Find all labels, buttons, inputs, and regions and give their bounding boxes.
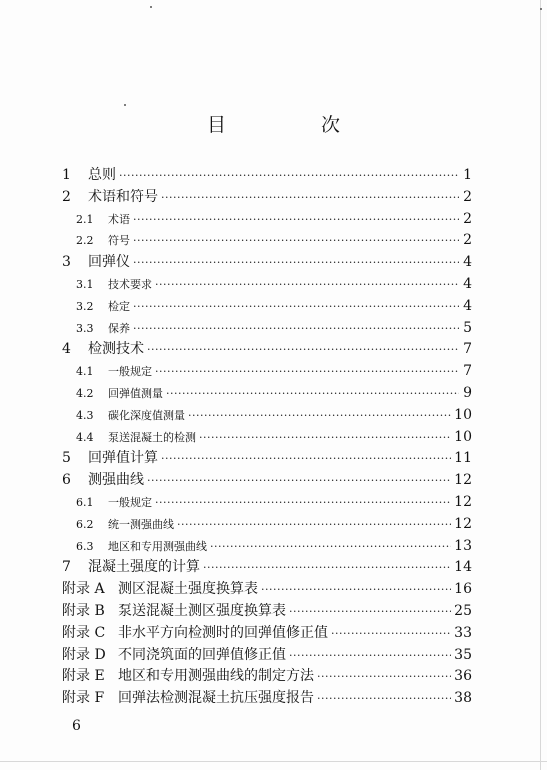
toc-entry-label: 地区和专用测强曲线: [108, 539, 207, 553]
toc-entry[interactable]: [62, 514, 472, 536]
toc-entry-page: 12: [454, 472, 472, 489]
toc-entry-label: 术语和符号: [88, 188, 158, 205]
toc-entry-page: 12: [454, 493, 472, 510]
toc-entry-page: 4: [463, 297, 472, 314]
toc-entry-label: 术语: [108, 212, 130, 226]
toc-leader-dots: [317, 666, 451, 688]
toc-entry[interactable]: [62, 361, 472, 383]
toc-entry-page: 2: [463, 210, 472, 227]
toc-entry-number: 6.1: [76, 495, 94, 509]
toc-entry-page: 12: [454, 515, 472, 532]
toc-entry-label: 检测技术: [88, 341, 144, 358]
toc-entry[interactable]: [62, 339, 472, 361]
toc-leader-dots: [147, 339, 459, 361]
toc-entry-page: 2: [463, 188, 472, 205]
toc-entry-page: 9: [463, 384, 472, 401]
toc-entry-number: 3.2: [76, 299, 94, 313]
toc-entry-number: 附录 F: [62, 690, 105, 707]
toc-entry-number: 附录 C: [62, 624, 106, 641]
toc-entry[interactable]: [62, 666, 472, 688]
scan-speck: [150, 6, 152, 8]
toc-entry[interactable]: [62, 165, 472, 187]
toc-entry-number: 7: [62, 559, 71, 576]
toc-entry-page: 7: [463, 363, 472, 380]
toc-entry-page: 4: [463, 254, 472, 271]
toc-entry-number: 附录 E: [62, 668, 105, 685]
toc-entry-label: 保养: [108, 321, 130, 335]
toc-entry-number: 2.1: [76, 212, 94, 226]
toc-leader-dots: [133, 252, 459, 274]
toc-entry-label: 测强曲线: [88, 472, 144, 489]
toc-entry[interactable]: [62, 688, 472, 710]
toc-entry-label: 泵送混凝土的检测: [108, 430, 196, 444]
toc-entry-label: 技术要求: [108, 277, 152, 291]
toc-entry-label: 地区和专用测强曲线的制定方法: [118, 668, 314, 685]
toc-leader-dots: [155, 274, 459, 296]
toc-entry-number: 附录 A: [62, 581, 105, 598]
toc-entry-number: 1: [62, 167, 71, 183]
toc-entry-label: 不同浇筑面的回弹值修正值: [118, 646, 286, 663]
toc-entry[interactable]: [62, 405, 472, 427]
toc-leader-dots: [203, 557, 451, 579]
toc-entry[interactable]: [62, 252, 472, 274]
toc-leader-dots: [261, 579, 451, 601]
toc-entry[interactable]: [62, 230, 472, 252]
toc-entry[interactable]: [62, 557, 472, 579]
table-of-contents: [62, 165, 472, 710]
toc-entry-page: 10: [454, 406, 472, 423]
toc-leader-dots: [133, 318, 459, 340]
toc-entry-label: 总则: [88, 167, 116, 183]
toc-leader-dots: [161, 187, 459, 209]
toc-entry-number: 2: [62, 188, 71, 205]
toc-leader-dots: [188, 405, 451, 427]
toc-entry[interactable]: [62, 296, 472, 318]
toc-leader-dots: [317, 688, 451, 710]
toc-entry-label: 回弹值计算: [88, 450, 158, 467]
toc-entry-page: 14: [454, 559, 472, 576]
toc-entry-label: 测区混凝土强度换算表: [118, 581, 258, 598]
toc-entry-page: 25: [454, 602, 472, 619]
toc-entry-label: 符号: [108, 234, 130, 248]
toc-entry[interactable]: [62, 623, 472, 645]
toc-entry-label: 回弹值测量: [108, 386, 163, 400]
toc-entry[interactable]: [62, 536, 472, 558]
toc-entry-number: 3.3: [76, 321, 94, 335]
toc-entry-number: 4.1: [76, 365, 94, 379]
toc-leader-dots: [289, 601, 451, 623]
toc-entry-number: 4.2: [76, 386, 94, 400]
toc-entry[interactable]: [62, 383, 472, 405]
toc-entry-number: 5: [62, 450, 71, 467]
toc-entry-label: 混凝土强度的计算: [88, 559, 200, 576]
toc-leader-dots: [166, 383, 459, 405]
toc-entry-number: 6.2: [76, 517, 94, 531]
toc-entry-label: 碳化深度值测量: [108, 408, 185, 422]
page-number: 6: [72, 718, 81, 734]
toc-leader-dots: [210, 536, 451, 558]
toc-entry-page: 7: [463, 341, 472, 358]
toc-entry-page: 4: [463, 275, 472, 292]
toc-leader-dots: [147, 470, 451, 492]
toc-entry-label: 回弹法检测混凝土抗压强度报告: [118, 690, 314, 707]
toc-leader-dots: [119, 165, 459, 187]
toc-entry-label: 回弹仪: [88, 254, 130, 271]
toc-entry-label: 一般规定: [108, 365, 152, 379]
toc-leader-dots: [177, 514, 451, 536]
toc-entry[interactable]: [62, 448, 472, 470]
toc-leader-dots: [133, 209, 459, 231]
toc-leader-dots: [133, 230, 459, 252]
toc-entry-page: 11: [454, 450, 472, 467]
toc-entry-page: 35: [454, 646, 472, 663]
toc-entry[interactable]: [62, 492, 472, 514]
toc-entry[interactable]: [62, 187, 472, 209]
toc-entry-page: 38: [454, 690, 472, 707]
toc-entry[interactable]: [62, 318, 472, 340]
toc-leader-dots: [289, 645, 451, 667]
toc-entry-number: 3: [62, 254, 71, 271]
toc-entry-number: 2.2: [76, 234, 94, 248]
toc-entry-page: 33: [454, 624, 472, 641]
toc-entry-page: 36: [454, 668, 472, 685]
toc-entry-label: 一般规定: [108, 495, 152, 509]
toc-leader-dots: [155, 361, 459, 383]
scan-speck: [540, 8, 542, 10]
toc-entry-number: 6: [62, 472, 71, 489]
toc-title: 目 次: [206, 114, 378, 136]
toc-entry-number: 4.4: [76, 430, 94, 444]
page-edge-bottom: [0, 761, 547, 762]
toc-entry-page: 13: [454, 537, 472, 554]
toc-entry[interactable]: [62, 645, 472, 667]
scan-speck: [124, 104, 126, 106]
toc-entry[interactable]: [62, 209, 472, 231]
toc-entry-number: 6.3: [76, 539, 94, 553]
toc-leader-dots: [331, 623, 451, 645]
toc-entry-label: 非水平方向检测时的回弹值修正值: [118, 624, 328, 641]
toc-entry-page: 2: [463, 232, 472, 249]
toc-entry[interactable]: [62, 579, 472, 601]
toc-entry-number: 附录 B: [62, 602, 105, 619]
toc-entry-number: 4: [62, 341, 71, 358]
toc-entry-page: 16: [454, 581, 472, 598]
toc-leader-dots: [161, 448, 451, 470]
toc-entry-label: 泵送混凝土测区强度换算表: [118, 602, 286, 619]
toc-leader-dots: [199, 427, 451, 449]
toc-entry[interactable]: [62, 274, 472, 296]
toc-entry-number: 附录 D: [62, 646, 106, 663]
toc-entry-page: 5: [463, 319, 472, 336]
toc-entry[interactable]: [62, 470, 472, 492]
toc-entry-number: 4.3: [76, 408, 94, 422]
toc-entry-page: 1: [463, 167, 472, 183]
toc-entry-number: 3.1: [76, 277, 94, 291]
toc-entry-label: 统一测强曲线: [108, 517, 174, 531]
toc-entry-page: 10: [454, 428, 472, 445]
toc-leader-dots: [133, 296, 459, 318]
toc-entry[interactable]: [62, 427, 472, 449]
toc-entry-label: 检定: [108, 299, 130, 313]
toc-leader-dots: [155, 492, 451, 514]
toc-entry[interactable]: [62, 601, 472, 623]
